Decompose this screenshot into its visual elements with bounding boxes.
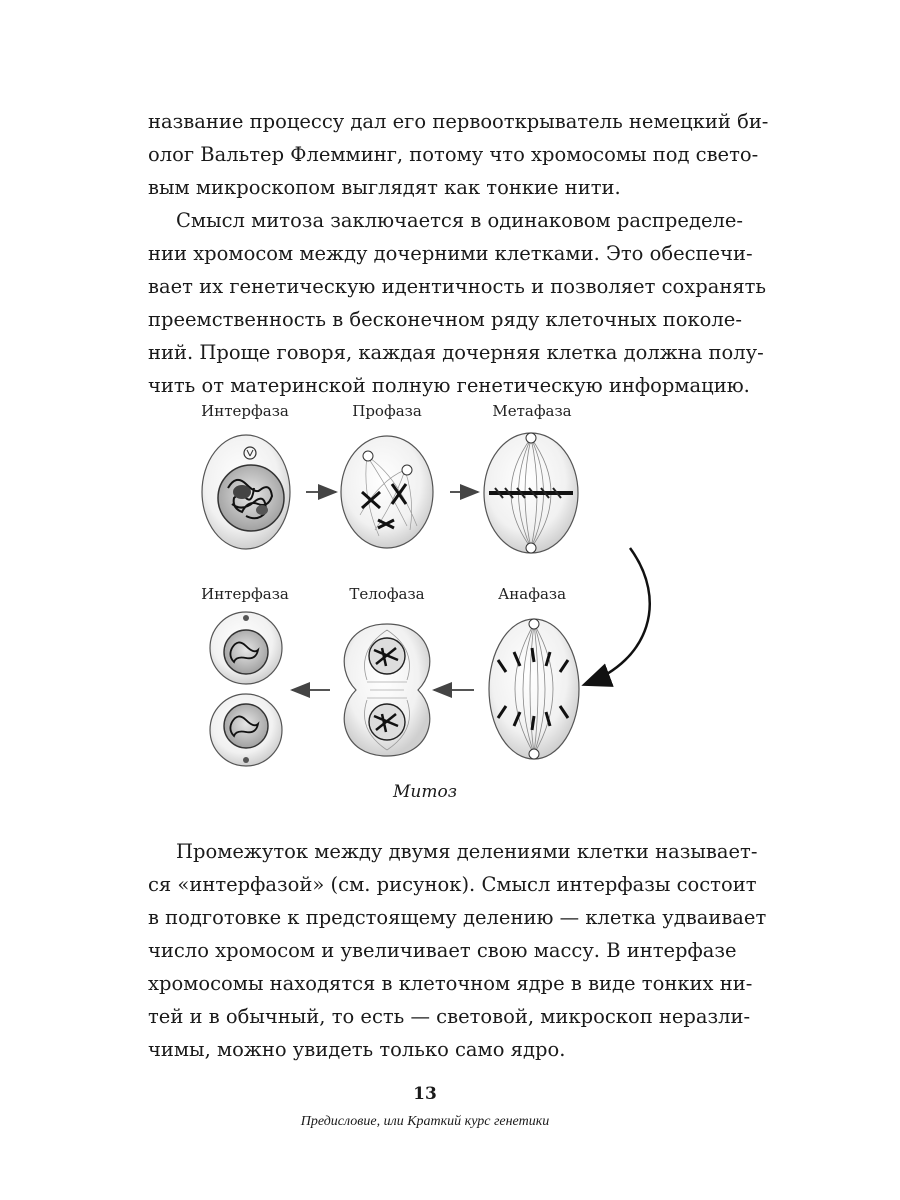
text-line: вым микроскопом выглядят как тонкие нити. [148, 176, 621, 199]
page-number: 13 [413, 1084, 437, 1104]
text-line: название процессу дал его первооткрыватель немецкий би- [148, 110, 769, 133]
text-line: олог Вальтер Флемминг, потому что хромосомы под свето- [148, 143, 759, 166]
label-metaphase: Метафаза [492, 402, 572, 420]
text-line: Смысл митоза заключается в одинаковом распределе- [176, 209, 744, 232]
label-anaphase: Анафаза [497, 585, 567, 603]
text-line: вает их генетическую идентичность и позволяет сохранять [148, 275, 767, 298]
text-line: чимы, можно увидеть только само ядро. [148, 1038, 566, 1061]
cell-metaphase [484, 433, 578, 553]
text-line: число хромосом и увеличивает свою массу. В интерфазе [148, 939, 737, 962]
text-line: ний. Проще говоря, каждая дочерняя клетка должна полу- [148, 341, 764, 364]
text-line: чить от материнской полную генетическую информацию. [148, 374, 750, 397]
label-prophase: Профаза [352, 402, 422, 420]
text-line: тей и в обычный, то есть — световой, микроскоп неразли- [148, 1005, 751, 1028]
text-line: преемственность в бесконечном ряду клеточных поколе- [148, 308, 742, 331]
text-line: ся «интерфазой» (см. рисунок). Смысл интерфазы состоит [148, 873, 757, 896]
cell-prophase [341, 436, 433, 548]
label-telophase: Телофаза [349, 585, 425, 603]
cell-interphase-daughters [210, 612, 282, 766]
figure-caption: Митоз [393, 782, 457, 802]
cell-interphase-top [202, 435, 290, 549]
arrow-to-anaphase [586, 548, 650, 684]
text-line: хромосомы находятся в клеточном ядре в виде тонких ни- [148, 972, 753, 995]
label-interphase-bottom: Интерфаза [201, 585, 289, 603]
cell-anaphase [489, 619, 579, 759]
text-line: в подготовке к предстоящему делению — клетка удваивает [148, 906, 767, 929]
text-line: нии хромосом между дочерними клетками. Это обеспечи- [148, 242, 753, 265]
running-footer: Предисловие, или Краткий курс генетики [300, 1114, 550, 1129]
label-interphase-top: Интерфаза [201, 402, 289, 420]
cell-telophase [344, 624, 430, 756]
text-line: Промежуток между двумя делениями клетки называет- [176, 840, 758, 863]
